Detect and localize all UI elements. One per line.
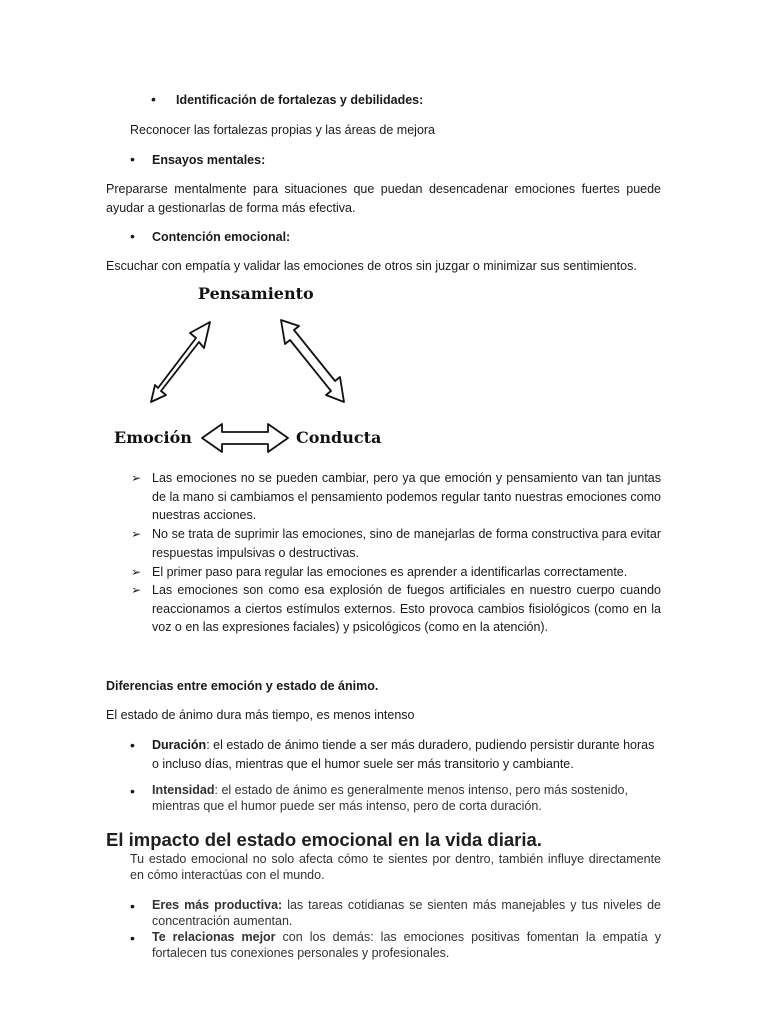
diagram-label-pensamiento: Pensamiento bbox=[198, 284, 314, 303]
bullet-glyph: • bbox=[151, 91, 156, 107]
paragraph-diferencias-intro: El estado de ánimo dura más tiempo, es menos intenso bbox=[106, 708, 415, 722]
paragraph-impacto-intro: Tu estado emocional no solo afecta cómo te sientes por dentro, también influye directamente en cómo interactúas con el mundo. bbox=[130, 852, 661, 882]
arrow-item-3: El primer paso para regular las emociones es aprender a identificarlas correctamente. bbox=[152, 565, 628, 579]
double-arrow-horizontal-icon bbox=[202, 424, 288, 452]
bullet-duracion: Duración: el estado de ánimo tiende a ser más duradero, pudiendo persistir durante horas o incluso días, mientras que el humor suele ser más transitorio y cambiante. bbox=[152, 738, 655, 771]
diagram-label-emocion: Emoción bbox=[114, 428, 192, 447]
arrow-item-1: Las emociones no se pueden cambiar, pero ya que emoción y pensamiento van tan juntas de la mano si cambiamos el pensamiento podemos regular tanto nuestras emociones como nuestras acciones. bbox=[152, 471, 661, 522]
bullet-title-ensayos: Ensayos mentales: bbox=[152, 153, 266, 167]
diagram-label-conducta: Conducta bbox=[296, 428, 382, 447]
bullet-title-contencion: Contención emocional: bbox=[152, 230, 291, 244]
paragraph-ensayos: Prepararse mentalmente para situaciones que puedan desencadenar emociones fuertes puede ayudar a gestionarlas de forma más efectiva. bbox=[106, 182, 661, 215]
bullet-relacionas: Te relacionas mejor con los demás: las emociones positivas fomentan la empatía y fortalecen tus conexiones personales y profesionales. bbox=[152, 930, 661, 960]
emotion-triangle-diagram bbox=[108, 280, 382, 455]
bullet-glyph: • bbox=[130, 930, 135, 946]
bullet-title-fortalezas: Identificación de fortalezas y debilidades: bbox=[176, 93, 424, 107]
paragraph-contencion: Escuchar con empatía y validar las emociones de otros sin juzgar o minimizar sus sentimientos. bbox=[106, 259, 637, 273]
bullet-productiva: Eres más productiva: las tareas cotidianas se sienten más manejables y tus niveles de concentración aumentan. bbox=[152, 898, 661, 928]
arrow-bullet-icon: ➢ bbox=[131, 583, 142, 597]
bullet-glyph: • bbox=[130, 737, 135, 753]
arrow-item-4: Las emociones son como esa explosión de fuegos artificiales en nuestro cuerpo cuando reaccionamos a ciertos estímulos externos. Esto provoca cambios fisiológicos (como en la voz o en las expresiones faciales) y psicológicos (como en la atención). bbox=[152, 583, 661, 634]
section-title-diferencias: Diferencias entre emoción y estado de ánimo. bbox=[106, 679, 379, 693]
arrow-bullet-icon: ➢ bbox=[131, 471, 142, 485]
heading-impacto: El impacto del estado emocional en la vida diaria. bbox=[106, 829, 542, 850]
arrow-bullet-icon: ➢ bbox=[131, 527, 142, 541]
double-arrow-left-icon bbox=[151, 322, 210, 402]
paragraph-fortalezas: Reconocer las fortalezas propias y las áreas de mejora bbox=[130, 123, 436, 137]
bullet-glyph: • bbox=[130, 783, 135, 799]
diagram-arrows bbox=[108, 280, 378, 455]
double-arrow-right-icon bbox=[281, 320, 344, 402]
bullet-glyph: • bbox=[130, 898, 135, 914]
arrow-bullet-icon: ➢ bbox=[131, 565, 142, 579]
bullet-intensidad: Intensidad: el estado de ánimo es generalmente menos intenso, pero más sostenido, mientras que el humor puede ser más intenso, pero de corta duración. bbox=[152, 783, 628, 813]
arrow-item-2: No se trata de suprimir las emociones, sino de manejarlas de forma constructiva para evitar respuestas impulsivas o destructivas. bbox=[152, 527, 661, 560]
bullet-glyph: • bbox=[130, 228, 135, 244]
bullet-glyph: • bbox=[130, 151, 135, 167]
